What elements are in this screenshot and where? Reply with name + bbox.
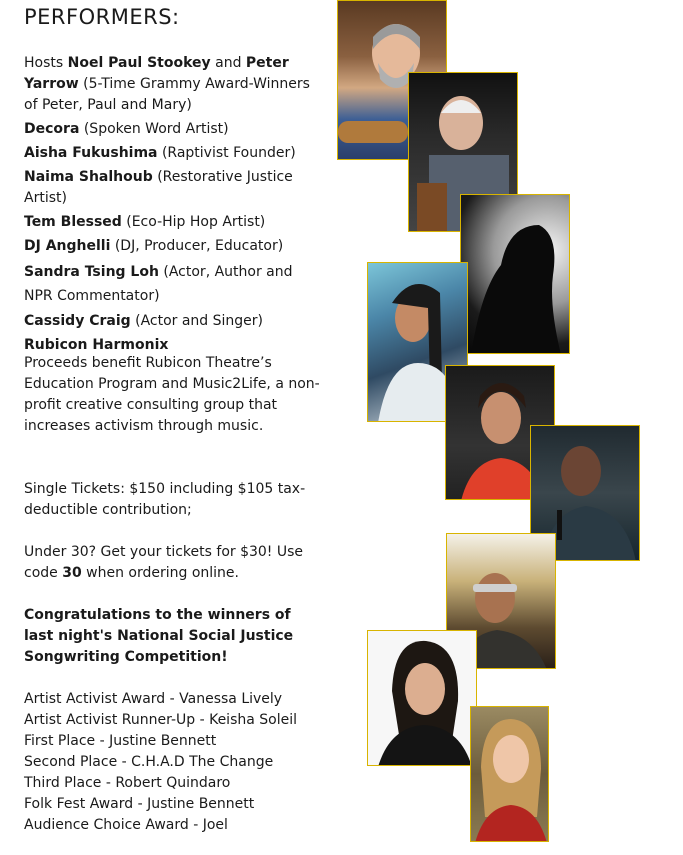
page-title: PERFORMERS:: [24, 5, 180, 29]
winner-item: Artist Activist Runner-Up - Keisha Soleil: [24, 712, 298, 728]
performer-hosts: Hosts Noel Paul Stookey and Peter Yarrow (5-Time Grammy Award-Winners of Peter, Paul and Mary): [24, 55, 310, 113]
winner-item: Second Place - C.H.A.D The Change: [24, 754, 274, 770]
winner-item: Folk Fest Award - Justine Bennett: [24, 796, 255, 812]
photo-figure: [471, 707, 549, 842]
proceeds-text: Proceeds benefit Rubicon Theatre’s Education Program and Music2Life, a non-profit creative consulting group that increases activism through music.: [24, 355, 320, 434]
photo-sandra-tsing-loh: [367, 630, 477, 766]
under30-info: Under 30? Get your tickets for $30! Use code 30 when ordering online.: [24, 544, 304, 581]
photo-figure: [461, 195, 570, 354]
winners-list: [24, 689, 324, 836]
photo-figure: [368, 631, 477, 766]
winner-item: First Place - Justine Bennett: [24, 733, 217, 749]
congrats-heading: Congratulations to the winners of last night's National Social Justice Songwriting Competition!: [24, 607, 294, 665]
winner-item: Third Place - Robert Quindaro: [24, 775, 231, 791]
performer-item: Cassidy Craig (Actor and Singer): [24, 313, 264, 329]
performer-item: Decora (Spoken Word Artist): [24, 121, 229, 137]
performer-list: [24, 53, 324, 356]
photo-decora-silhouette: [460, 194, 570, 354]
photo-cassidy-craig: [470, 706, 549, 842]
performer-item: Aisha Fukushima (Raptivist Founder): [24, 145, 296, 161]
performer-item: Sandra Tsing Loh (Actor, Author and NPR Commentator): [24, 264, 293, 304]
performer-item: Naima Shalhoub (Restorative Justice Artist): [24, 169, 293, 206]
winner-item: Artist Activist Award - Vanessa Lively: [24, 691, 283, 707]
performer-item: Tem Blessed (Eco-Hip Hop Artist): [24, 214, 266, 230]
ticket-info: Single Tickets: $150 including $105 tax-deductible contribution;: [24, 481, 306, 518]
performer-item: Rubicon Harmonix: [24, 337, 169, 353]
performer-item: DJ Anghelli (DJ, Producer, Educator): [24, 238, 284, 254]
winner-item: Audience Choice Award - Joel: [24, 817, 228, 833]
